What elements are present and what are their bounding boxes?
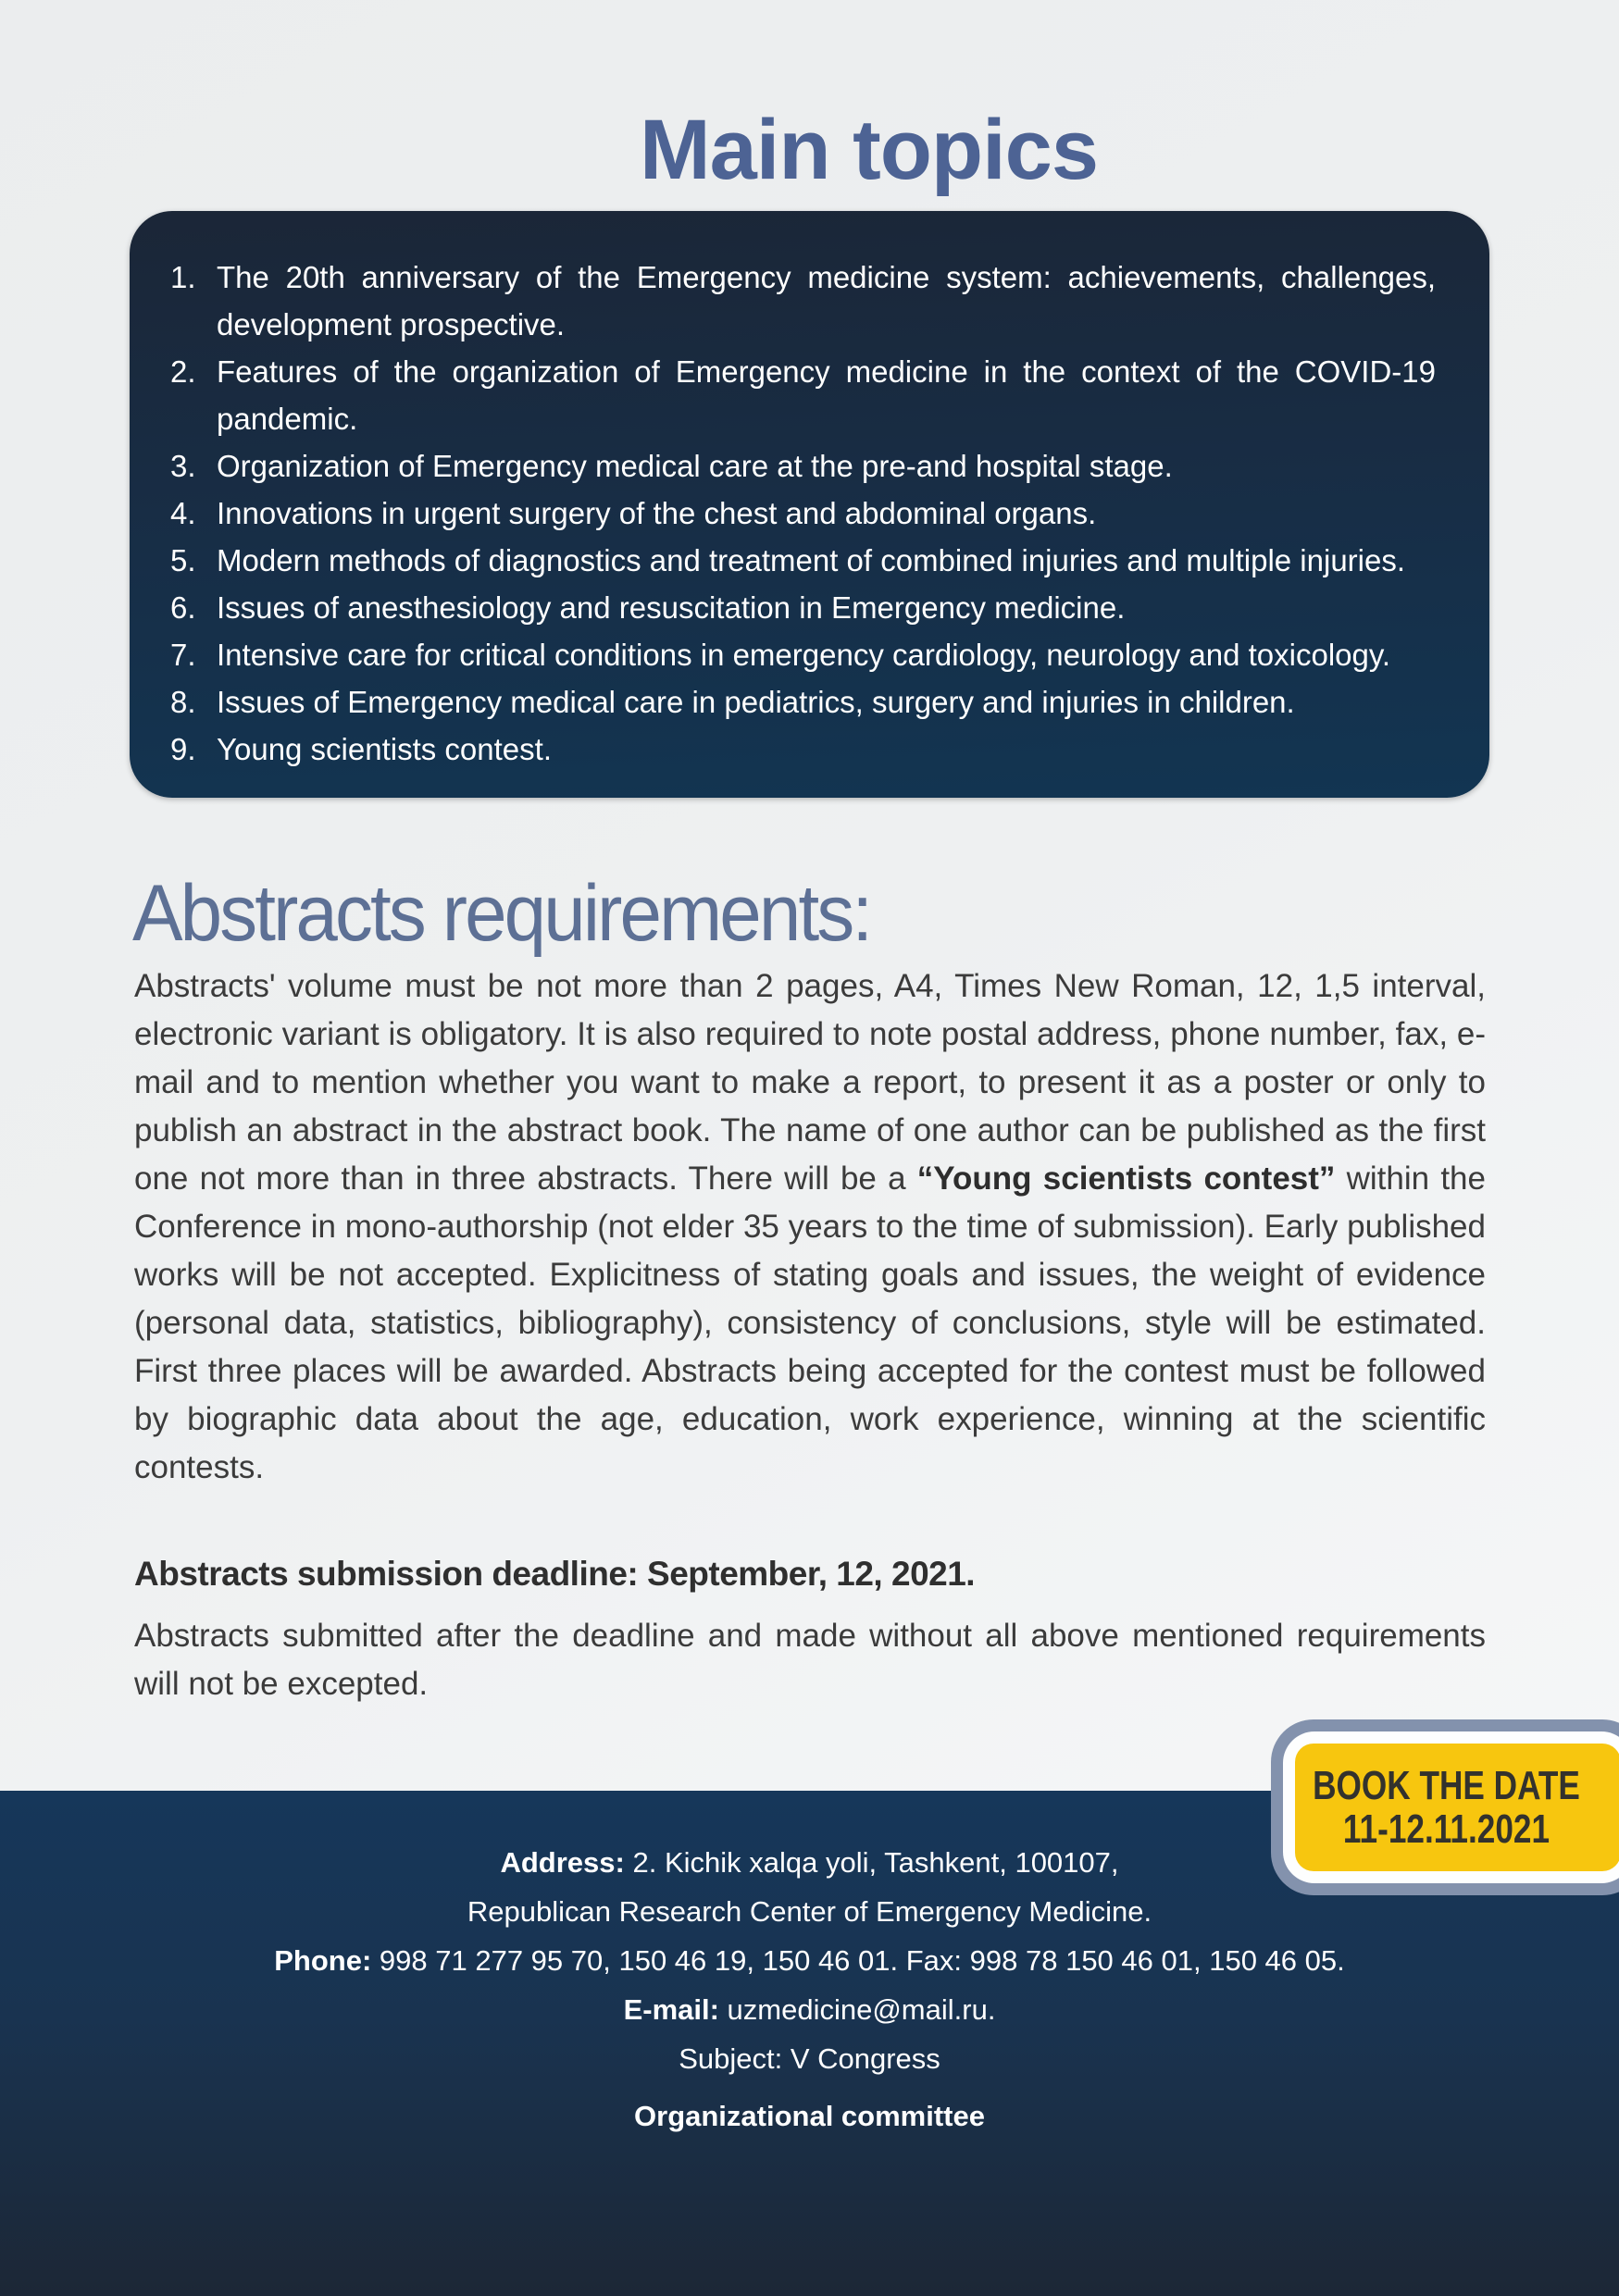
email-value: uzmedicine@mail.ru. — [718, 1993, 996, 2026]
topic-item-1: The 20th anniversary of the Emergency medicine system: achievements, challenges, development prospective. — [217, 260, 1436, 341]
topic-item-3: Organization of Emergency medical care at the pre-and hospital stage. — [217, 449, 1173, 483]
phone-value: 998 71 277 95 70, 150 46 19, 150 46 01. Fax: 998 78 150 46 01, 150 46 05. — [371, 1944, 1345, 1977]
main-topics-list — [130, 211, 1489, 773]
topic-item-4: Innovations in urgent surgery of the chest and abdominal organs. — [217, 496, 1097, 530]
book-the-date-badge — [1271, 1719, 1619, 1895]
email-label: E-mail: — [623, 1993, 719, 2026]
deadline-note-paragraph: Abstracts submitted after the deadline and made without all above mentioned requirements will not be excepted. — [134, 1618, 1486, 1702]
badge-date: 11-12.11.2021 — [1342, 1806, 1550, 1852]
phone-label: Phone: — [274, 1944, 372, 1977]
topic-item-5: Modern methods of diagnostics and treatment of combined injuries and multiple injuries. — [217, 543, 1406, 577]
submission-deadline-heading: Abstracts submission deadline: September, 12, 2021. — [134, 1555, 976, 1593]
address-label: Address: — [500, 1846, 625, 1879]
paragraph-part-1: Abstracts' volume must be not more than 2 pages, A4, Times New Roman, 12, 1,5 interval, electronic variant is obligatory. It is also required to note postal address, phone number, fax, e-mail and to mention whether you want to make a report, to present it as a poster or only to publish an abstract in the abstract book. The name of one author can be published as the first one not more than in three abstracts. There will be a — [134, 968, 1486, 1197]
footer-subject-line: Subject: V Congress — [679, 2042, 940, 2075]
abstracts-requirements-heading: Abstracts requirements: — [132, 869, 871, 958]
topic-item-2: Features of the organization of Emergency medicine in the context of the COVID-19 pandemic. — [217, 354, 1436, 436]
address-value: 2. Kichik xalqa yoli, Tashkent, 100107, — [624, 1846, 1119, 1879]
page-title: Main topics — [639, 103, 1099, 197]
footer-address-line2: Republican Research Center of Emergency Medicine. — [467, 1895, 1152, 1928]
main-topics-panel — [130, 211, 1489, 798]
badge-yellow-plate — [1295, 1744, 1619, 1871]
abstracts-requirements-paragraph — [134, 962, 1486, 1492]
footer-email-line — [0, 1985, 1619, 2034]
topic-item-9: Young scientists contest. — [217, 732, 553, 766]
topic-item-8: Issues of Emergency medical care in pediatrics, surgery and injuries in children. — [217, 685, 1295, 719]
organizational-committee-line: Organizational committee — [634, 2100, 985, 2132]
badge-title: BOOK THE DATE — [1312, 1763, 1580, 1808]
young-scientists-contest-bold: “Young scientists contest” — [916, 1160, 1336, 1197]
footer-phone-line — [0, 1936, 1619, 1985]
topic-item-7: Intensive care for critical conditions in emergency cardiology, neurology and toxicology. — [217, 638, 1391, 672]
paragraph-part-2: within the Conference in mono-authorship (not elder 35 years to the time of submission). Early published works will be not accepted. Explicitness of stating goals and issues, the weight of evidence (personal data, statistics, bibliography), consistency of conclusions, style will be estimated. First three places will be awarded. Abstracts being accepted for the contest must be followed by biographic data about the age, education, work experience, winning at the scientific contests. — [134, 1160, 1486, 1485]
topic-item-6: Issues of anesthesiology and resuscitation in Emergency medicine. — [217, 590, 1126, 625]
